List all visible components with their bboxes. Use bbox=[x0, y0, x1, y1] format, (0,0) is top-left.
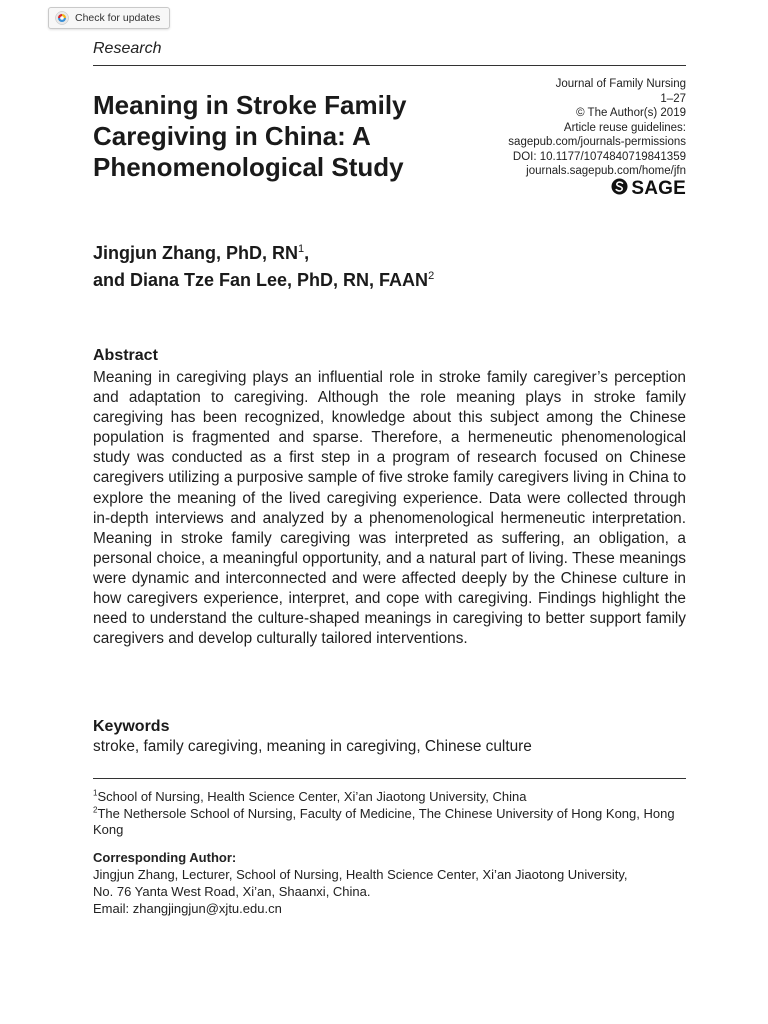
doi-link[interactable]: DOI: 10.1177/1074840719841359 bbox=[512, 150, 686, 163]
corresponding-author-heading: Corresponding Author: bbox=[93, 850, 237, 865]
author-1-name: Jingjun Zhang, PhD, RN bbox=[93, 243, 298, 263]
author-list bbox=[93, 240, 653, 294]
affiliation-1-mark: 1 bbox=[93, 788, 98, 798]
corresponding-email[interactable]: Email: zhangjingjun@xjtu.edu.cn bbox=[93, 901, 282, 916]
sage-logo-icon bbox=[611, 178, 628, 200]
reuse-label: Article reuse guidelines: bbox=[563, 121, 686, 134]
corresponding-author-details bbox=[93, 866, 683, 917]
reuse-link[interactable]: sagepub.com/journals-permissions bbox=[508, 136, 686, 148]
footnote-rule bbox=[93, 778, 686, 779]
check-for-updates-icon bbox=[55, 11, 69, 25]
affiliation-2-mark: 2 bbox=[93, 805, 98, 815]
journal-name: Journal of Family Nursing bbox=[555, 78, 686, 90]
corresponding-address-line: No. 76 Yanta West Road, Xi’an, Shaanxi, China. bbox=[93, 884, 371, 899]
affiliation-2 bbox=[93, 806, 683, 839]
author-1-separator: , bbox=[304, 243, 310, 263]
article-title: Meaning in Stroke Family Caregiving in China: A Phenomenological Study bbox=[93, 90, 407, 182]
affiliations bbox=[93, 789, 683, 839]
abstract-text: Meaning in caregiving plays an influential role in stroke family caregiver’s perception and adaptation to caregiving. Although the role meaning plays in stroke family caregiving has been recognized, knowledge about this subject among the Chinese population is fragmented and sparse. Therefore, a hermeneutic phenomenological study was conducted as a first step in a program of research focused on Chinese caregivers utilizing a purposive sample of five stroke family caregivers living in China to explore the meaning of the lived caregiving experience. Data were collected through in-depth interviews and analyzed by a phenomenological hermeneutic interpretation. Meaning in stroke family caregiving was interpreted as suffering, an obligation, a personal choice, a meaningful opportunity, and a natural part of living. These meanings were dynamic and interconnected and were affected deeply by the Chinese culture in how caregivers experience, interpret, and cope with caregiving. Findings highlight the need to understand the culture-shaped meanings in caregiving to better support family caregivers and develop culturally tailored interventions. bbox=[93, 369, 686, 648]
keywords-text: stroke, family caregiving, meaning in caregiving, Chinese culture bbox=[93, 738, 532, 755]
header-rule bbox=[93, 65, 686, 66]
keywords-heading: Keywords bbox=[93, 718, 170, 735]
sage-wordmark: SAGE bbox=[631, 178, 686, 199]
copyright: © The Author(s) 2019 bbox=[576, 107, 686, 119]
affiliation-1-text: School of Nursing, Health Science Center, Xi’an Jiaotong University, China bbox=[97, 789, 527, 804]
corresponding-author-line: Jingjun Zhang, Lecturer, School of Nursing, Health Science Center, Xi’an Jiaotong University, bbox=[93, 867, 628, 882]
affiliation-2-text: The Nethersole School of Nursing, Faculty of Medicine, The Chinese University of Hong Kong, Hong Kong bbox=[93, 805, 675, 838]
author-1 bbox=[93, 240, 653, 267]
author-1-affiliation-mark: 1 bbox=[298, 243, 305, 255]
page-range: 1–27 bbox=[660, 92, 686, 105]
publisher-logo bbox=[611, 178, 686, 200]
journal-meta bbox=[456, 77, 686, 179]
author-2-name: and Diana Tze Fan Lee, PhD, RN, FAAN bbox=[93, 270, 429, 290]
check-for-updates-label: Check for updates bbox=[75, 12, 161, 24]
journal-link[interactable]: journals.sagepub.com/home/jfn bbox=[526, 165, 686, 177]
abstract-heading: Abstract bbox=[93, 347, 158, 364]
affiliation-1 bbox=[93, 789, 683, 806]
author-2-affiliation-mark: 2 bbox=[428, 270, 435, 282]
check-for-updates-button[interactable] bbox=[48, 7, 170, 29]
author-2 bbox=[93, 267, 653, 294]
section-label: Research bbox=[93, 40, 162, 57]
